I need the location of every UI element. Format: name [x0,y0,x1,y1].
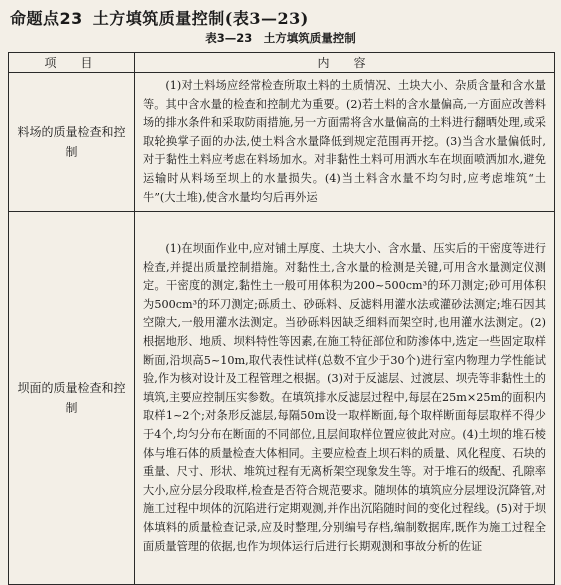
section-number: 命题点23 [10,9,83,28]
row-item-label: 料场的质量检查和控制 [9,73,135,212]
table-row [9,212,555,585]
header-item: 项 目 [9,53,135,73]
header-content: 内 容 [135,53,555,73]
table-header-row [9,53,555,73]
row-content-text: (1)对土料场应经常检查所取土料的土质情况、土块大小、杂质含量和含水量等。其中含水量的检查和控制尤为重要。(2)若土料的含水量偏高,一方面应改善料场的排水条件和采取防雨措施,另一方面需将含水量偏高的土料进行翻晒处理,或采取轮换掌子面的办法,使土料含水量降低到规定范围再开挖。(3)当含水量偏低时,对于黏性土料应考虑在料场加水。对非黏性土料可用洒水车在坝面喷洒加水,避免运输时从料场至坝上的水量损失。(4)当土料含水量不均匀时,应考虑堆筑“土牛”(大土堆),使含水量均匀后再外运 [143,79,546,204]
row-content-cell [135,212,555,585]
quality-control-table [8,52,555,585]
section-title: 土方填筑质量控制(表3—23) [92,9,309,28]
row-content-text: (1)在坝面作业中,应对铺土厚度、土块大小、含水量、压实后的干密度等进行检查,并提出质量控制措施。对黏性土,含水量的检测是关键,可用含水量测定仪测定。干密度的测定,黏性土一般可用体积为200~500cm³的环刀测定;砂可用体积为500cm³的环刀测定;砾质土、砂砾料、反滤料用灌水法或灌砂法测定;堆石因其空隙大,一般用灌水法测定。当砂砾料因缺乏细料而架空时,也用灌水法测定。(2)根据地形、地质、坝料特性等因素,在施工特征部位和防渗体中,选定一些固定取样断面,沿坝高5~10m,取代表性试样(总数不宜少于30个)进行室内物理力学性能试验,作为核对设计及工程管理之根据。(3)对于反滤层、过渡层、坝壳等非黏性土的填筑,主要应控制压实参数。在填筑排水反滤层过程中,每层在25m×25m的面积内取样1~2个;对条形反滤层,每隔50m设一取样断面,每个取样断面每层取样不得少于4个,均匀分布在断面的不同部位,且层间取样位置应彼此对应。(4)土坝的堆石棱体与堆石体的质量检查大体相同。主要应检查上坝石料的质量、风化程度、石块的重量、尺寸、形状、堆筑过程有无离析架空现象发生等。对于堆石的级配、孔隙率大小,应分层分段取样,检查是否符合规范要求。随坝体的填筑应分层埋设沉降管,对施工过程中坝体的沉陷进行定期观测,并作出沉陷随时间的变化过程线。(5)对于坝体填料的质量检查记录,应及时整理,分别编号存档,编制数据库,既作为施工过程全面质量管理的依据,也作为坝体运行后进行长期观测和事故分析的佐证 [143,242,546,553]
section-heading [10,6,309,29]
table-row [9,73,555,212]
row-item-label: 坝面的质量检查和控制 [9,212,135,585]
row-content-cell [135,73,555,212]
table-caption: 表3—23 土方填筑质量控制 [205,31,356,45]
